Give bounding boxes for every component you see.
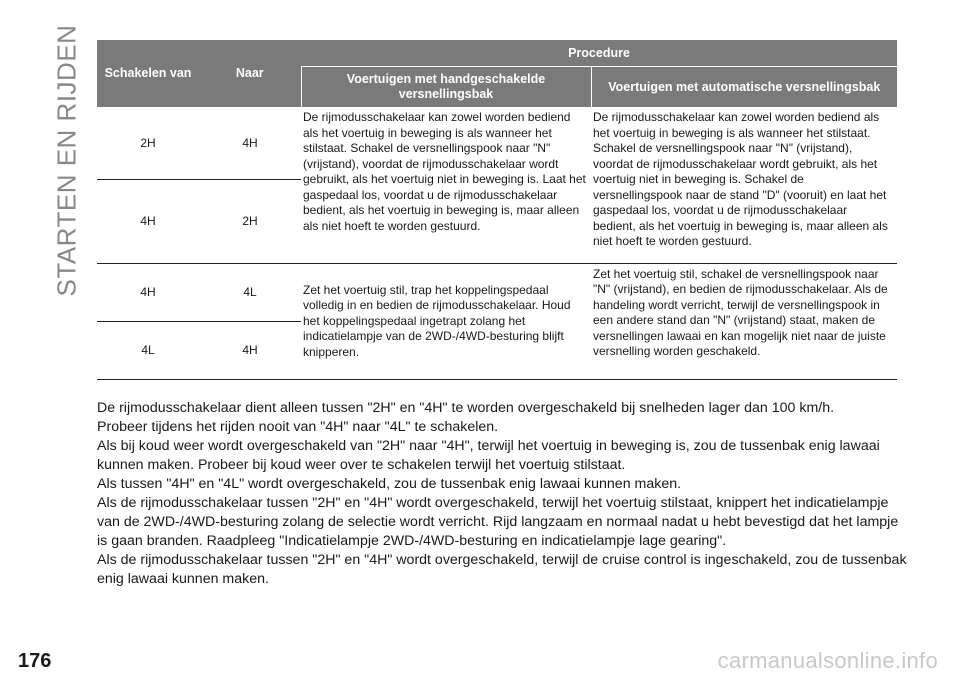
- page-number: 176: [18, 650, 52, 672]
- row-to: 4L: [199, 263, 301, 321]
- row-to: 4H: [199, 321, 301, 379]
- body-text: [97, 399, 907, 589]
- header-from: Schakelen van: [97, 40, 199, 107]
- row-from: 2H: [97, 107, 199, 179]
- row-from: 4L: [97, 321, 199, 379]
- row-to: 4H: [199, 107, 301, 179]
- section-title-text: STARTEN EN RIJDEN: [51, 24, 82, 296]
- paragraph: De rijmodusschakelaar dient alleen tussen "2H" en "4H" te worden overgeschakeld bij snelheden lager dan 100 km/h.: [97, 400, 835, 416]
- header-to: Naar: [199, 40, 301, 107]
- row-from: 4H: [97, 263, 199, 321]
- transfer-case-table: [97, 40, 897, 380]
- manual-procedure: De rijmodusschakelaar kan zowel worden bediend als het voertuig in beweging is als wanneer het stilstaat. Schakel de versnellingspook naar "N" (vrijstand), voordat de rijmodusschakelaar wordt gebruikt, als het voertuig niet in beweging is. Laat het gaspedaal los, voordat u de rijmodusschakelaar bedient, als het voertuig in beweging is, maar alleen als niet hoeft te worden gestuurd.: [301, 107, 591, 263]
- section-side-title: [51, 24, 82, 296]
- row-to: 2H: [199, 179, 301, 263]
- table-row: [97, 263, 897, 321]
- table-row: [97, 107, 897, 179]
- header-procedure: Procedure: [301, 40, 897, 67]
- watermark: carmanualsonline.info: [717, 648, 938, 673]
- automatic-procedure: Zet het voertuig stil, schakel de versnellingspook naar "N" (vrijstand), en bedien de rijmodusschakelaar. Als de handeling wordt verricht, terwijl de versnellingspook in een andere stand dan "N" (vrijstand) staat, maken de versnellingen lawaai en kan mogelijk niet naar de juiste versnelling worden geschakeld.: [591, 263, 897, 379]
- manual-procedure: Zet het voertuig stil, trap het koppelingspedaal volledig in en bedien de rijmodusschakelaar. Houd het koppelingspedaal ingetrapt zolang het indicatielampje van de 2WD-/4WD-besturing blijft knipperen.: [301, 263, 591, 379]
- paragraph: Probeer tijdens het rijden nooit van "4H" naar "4L" te schakelen.: [97, 419, 499, 435]
- header-manual: Voertuigen met handgeschakelde versnellingsbak: [301, 67, 591, 108]
- paragraph: Als de rijmodusschakelaar tussen "2H" en "4H" wordt overgeschakeld, terwijl de cruise control is ingeschakeld, zou de tussenbak enig lawaai kunnen maken.: [97, 552, 907, 587]
- header-automatic: Voertuigen met automatische versnellingsbak: [591, 67, 897, 108]
- paragraph: Als bij koud weer wordt overgeschakeld van "2H" naar "4H", terwijl het voertuig in beweging is, zou de tussenbak enig lawaai kunnen maken. Probeer bij koud weer over te schakelen terwijl het voertuig stilstaat.: [97, 438, 880, 473]
- automatic-procedure: De rijmodusschakelaar kan zowel worden bediend als het voertuig in beweging is als wanneer het stilstaat. Schakel de versnellingspook naar "N" (vrijstand), voordat de rijmodusschakelaar wordt gebruikt, als het voertuig niet in beweging is. Schakel de versnellingspook naar de stand "D" (vooruit) en laat het gaspedaal los, voordat u de rijmodusschakelaar bedient, als het voertuig in beweging is, maar alleen als niet hoeft te worden gestuurd.: [591, 107, 897, 263]
- paragraph: Als de rijmodusschakelaar tussen "2H" en "4H" wordt overgeschakeld, terwijl het voertuig stilstaat, knippert het indicatielampje van de 2WD-/4WD-besturing zolang de selectie wordt verricht. Rijd langzaam en normaal nadat u hebt bevestigd dat het lampje is gaan branden. Raadpleeg "Indicatielampje 2WD-/4WD-besturing en indicatielampje lage gearing".: [97, 495, 899, 549]
- paragraph: Als tussen "4H" en "4L" wordt overgeschakeld, zou de tussenbak enig lawaai kunnen maken.: [97, 476, 682, 492]
- row-from: 4H: [97, 179, 199, 263]
